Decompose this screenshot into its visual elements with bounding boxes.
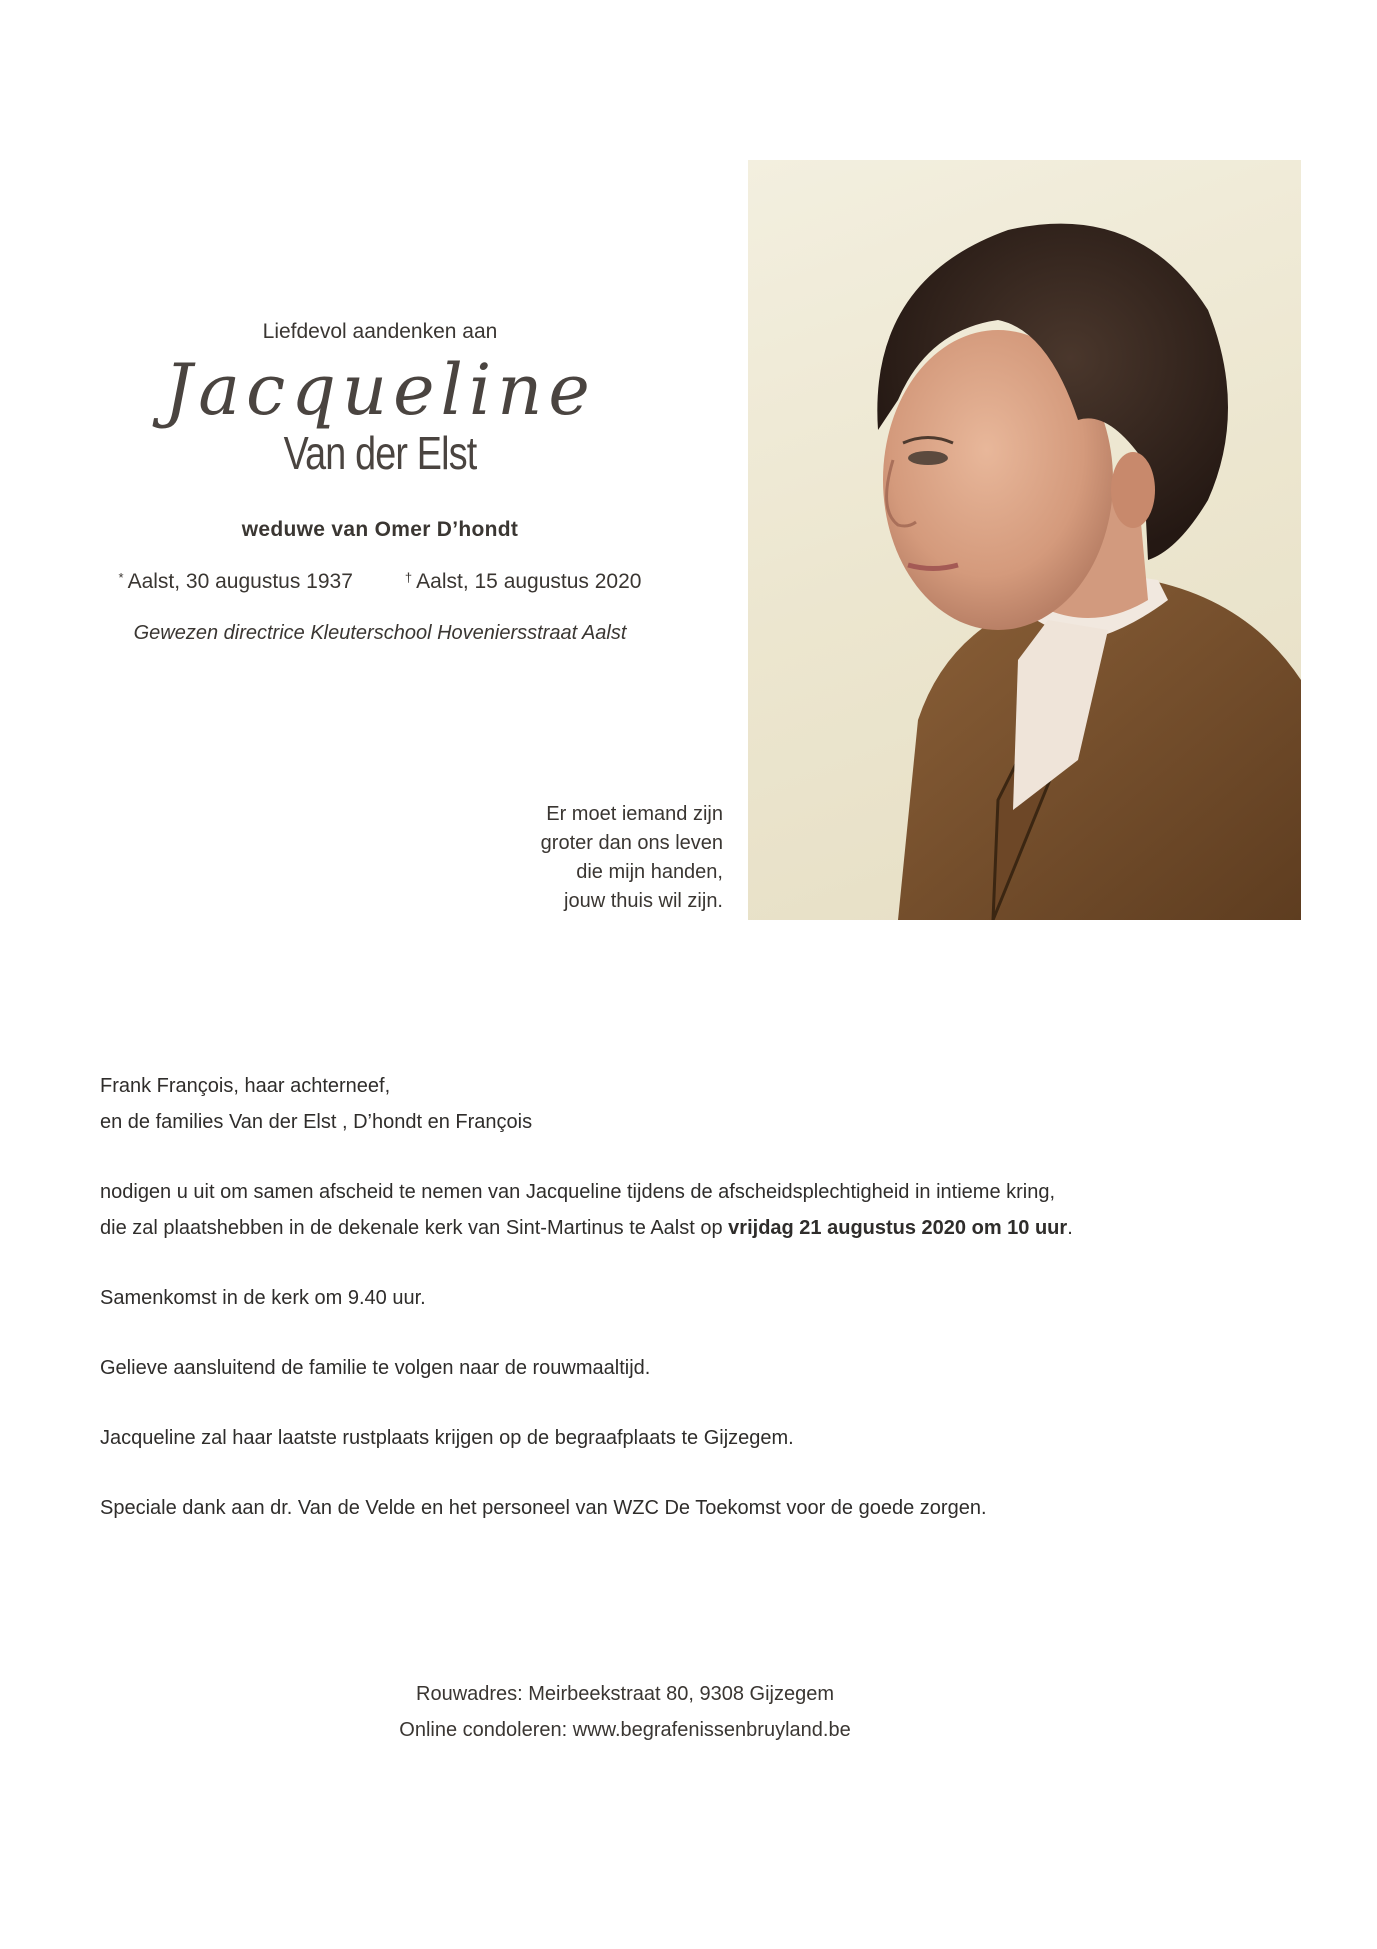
poem-line: die mijn handen,: [576, 861, 723, 883]
thanks-text: Speciale dank aan dr. Van de Velde en het personeel van WZC De Toekomst voor de goede zorgen.: [100, 1497, 987, 1519]
widow-of-text: weduwe van Omer D’hondt: [241, 518, 519, 542]
death-mark: †: [404, 570, 413, 586]
last-name: Van der Elst: [283, 426, 477, 479]
birth-text: Aalst, 30 augustus 1937: [127, 570, 353, 594]
invite-line-2: [100, 1210, 1280, 1246]
intro-text: Liefdevol aandenken aan: [262, 320, 498, 343]
poem: [541, 800, 723, 916]
poem-line: groter dan ons leven: [540, 832, 723, 854]
ceremony-datetime: vrijdag 21 augustus 2020 om 10 uur: [728, 1217, 1068, 1239]
gathering-text: Samenkomst in de kerk om 9.40 uur.: [100, 1287, 426, 1309]
death-text: Aalst, 15 augustus 2020: [416, 570, 642, 594]
birth-mark: *: [118, 570, 124, 586]
invite-line-2-text: die zal plaatshebben in de dekenale kerk van Sint-Martinus te Aalst op: [100, 1217, 729, 1239]
header-block: [80, 320, 680, 645]
meal-text: Gelieve aansluitend de familie te volgen naar de rouwmaaltijd.: [100, 1357, 651, 1379]
body-text: [100, 1068, 1280, 1526]
portrait-photo: [748, 160, 1301, 920]
invite-line-1: nodigen u uit om samen afscheid te nemen van Jacqueline tijdens de afscheidsplechtigheid in intieme kring,: [100, 1181, 1056, 1203]
first-name: Jacqueline: [164, 349, 596, 431]
poem-line: jouw thuis wil zijn.: [564, 890, 723, 912]
poem-line: Er moet iemand zijn: [546, 803, 723, 825]
occupation-text: Gewezen directrice Kleuterschool Hoveniersstraat Aalst: [133, 622, 627, 645]
online-condolence: Online condoleren: www.begrafenissenbruyland.be: [399, 1719, 851, 1741]
invite-line-2-end: .: [1067, 1217, 1073, 1239]
burial-text: Jacqueline zal haar laatste rustplaats krijgen op de begraafplaats te Gijzegem.: [100, 1427, 794, 1449]
birth-date: [119, 570, 353, 594]
family-line-1: Frank François, haar achterneef,: [100, 1075, 391, 1097]
family-line-2: en de families Van der Elst , D’hondt en François: [100, 1111, 533, 1133]
mourning-address: Rouwadres: Meirbeekstraat 80, 9308 Gijzegem: [416, 1683, 834, 1705]
life-dates: [80, 570, 680, 594]
footer-inner: [350, 1676, 900, 1748]
death-date: [405, 570, 642, 594]
